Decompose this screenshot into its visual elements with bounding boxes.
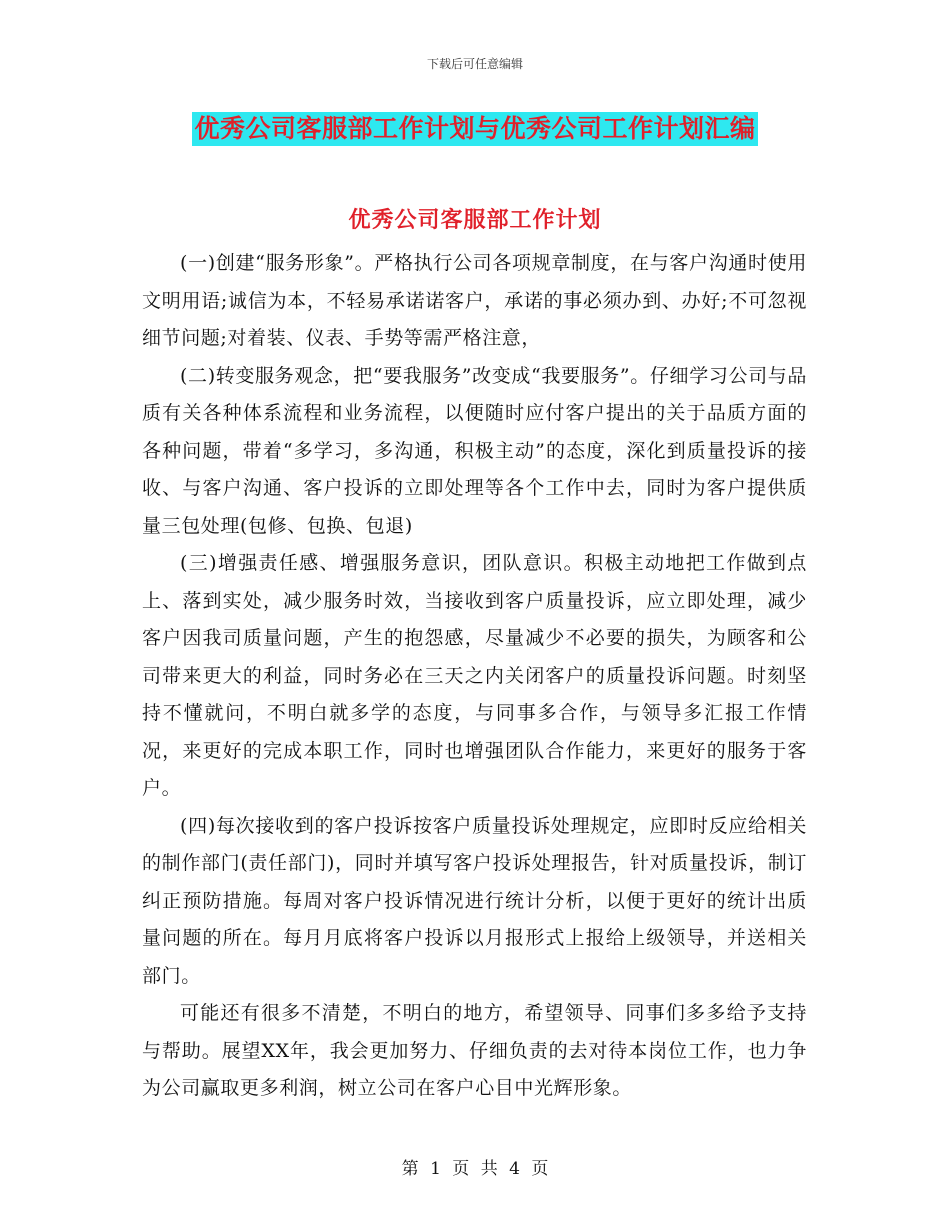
page-header-note: 下载后可任意编辑 xyxy=(426,57,523,71)
paragraph-3: (三)增强责任感、增强服务意识，团队意识。积极主动地把工作做到点上、落到实处，减少服务时效，当接收到客户质量投诉，应立即处理，减少客户因我司质量问题，产生的抱怨感，尽量减少不必要的损失，为顾客和公司带来更大的利益，同时务必在三天之内关闭客户的质量投诉问题。时刻坚持不懂就问，不明白就多学的态度，与同事多合作，与领导多汇报工作情况，来更好的完成本职工作，同时也增强团队合作能力，来更好的服务于客户。 xyxy=(142,552,807,799)
paragraph-1: (一)创建“服务形象”。严格执行公司各项规章制度，在与客户沟通时使用文明用语;诚信为本，不轻易承诺诺客户，承诺的事必须办到、办好;不可忽视细节问题;对着装、仪表、手势等需严格注意， xyxy=(142,252,807,349)
main-title-container xyxy=(0,112,950,146)
page-number-footer: 第 1 页 共 4 页 xyxy=(401,1159,549,1179)
paragraph-4: (四)每次接收到的客户投诉按客户质量投诉处理规定，应即时反应给相关的制作部门(责任部门)，同时并填写客户投诉处理报告，针对质量投诉，制订纠正预防措施。每周对客户投诉情况进行统计分析，以便于更好的统计出质量问题的所在。每月月底将客户投诉以月报形式上报给上级领导，并送相关部门。 xyxy=(142,814,807,987)
main-title: 优秀公司客服部工作计划与优秀公司工作计划汇编 xyxy=(192,112,757,146)
sub-title: 优秀公司客服部工作计划 xyxy=(348,207,602,233)
document-body xyxy=(142,245,807,1108)
paragraph-5: 可能还有很多不清楚，不明白的地方，希望领导、同事们多多给予支持与帮助。展望XX年，我会更加努力、仔细负责的去对待本岗位工作，也力争为公司赢取更多利润，树立公司在客户心目中光辉形象。 xyxy=(142,1002,807,1099)
paragraph-2: (二)转变服务观念，把“要我服务”改变成“我要服务”。仔细学习公司与品质有关各种体系流程和业务流程，以便随时应付客户提出的关于品质方面的各种问题，带着“多学习，多沟通，积极主动”的态度，深化到质量投诉的接收、与客户沟通、客户投诉的立即处理等各个工作中去，同时为客户提供质量三包处理(包修、包换、包退) xyxy=(142,364,807,537)
